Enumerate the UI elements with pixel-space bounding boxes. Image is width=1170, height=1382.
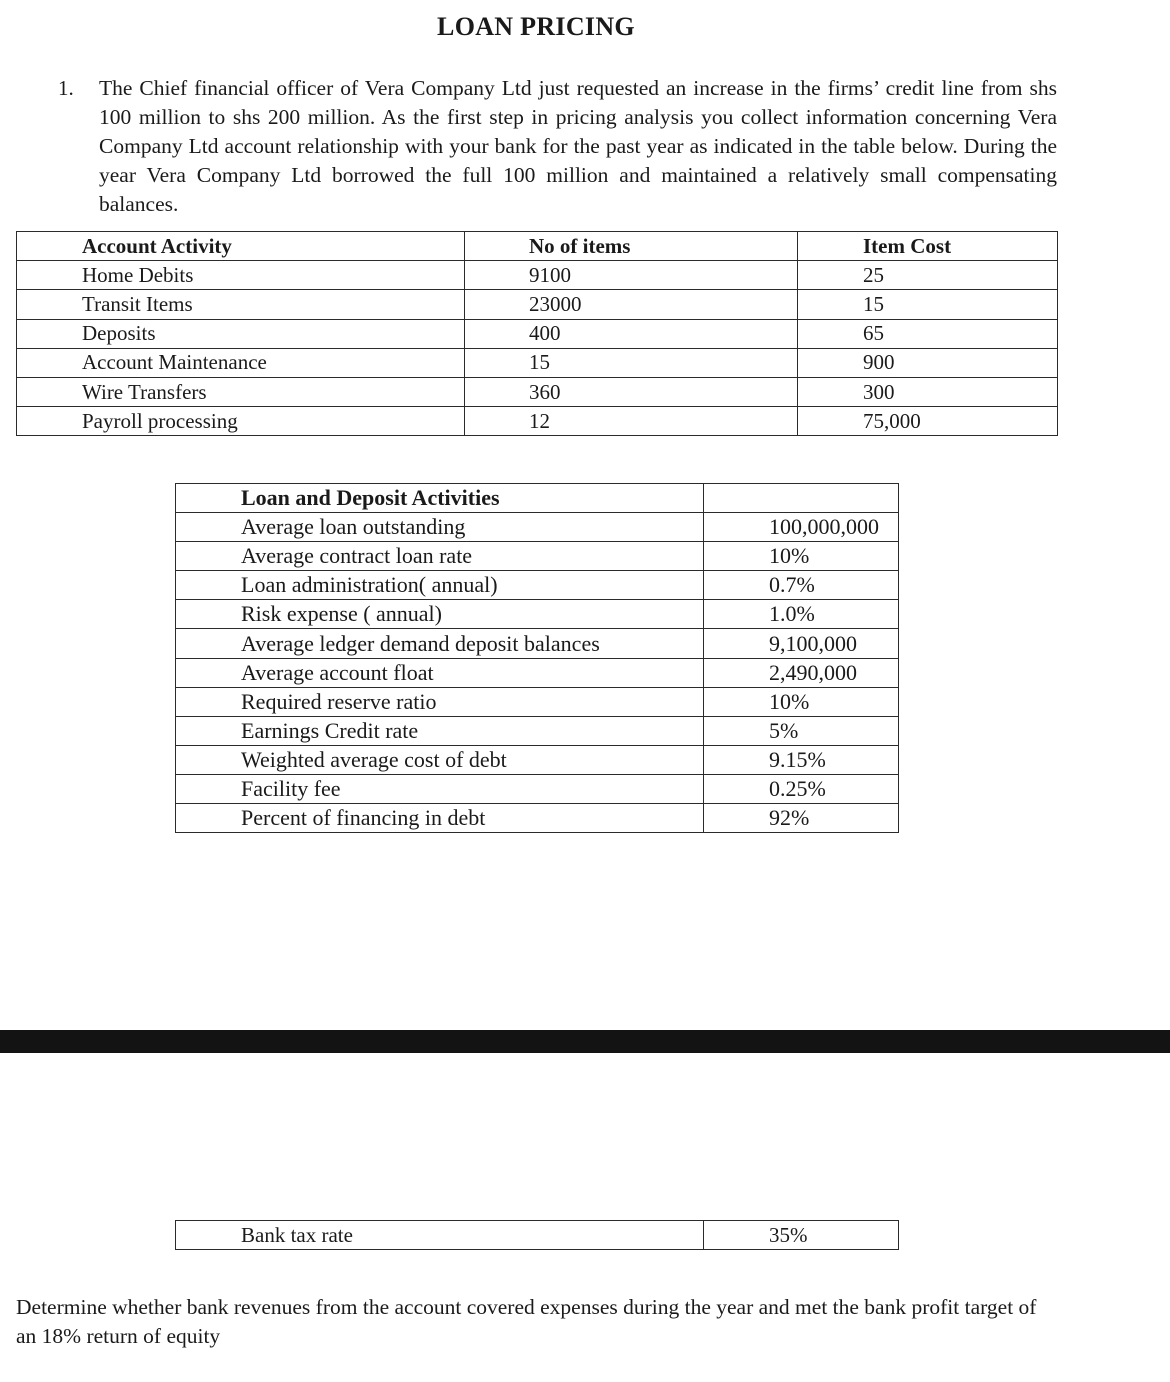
- cost-cell: 65: [798, 319, 1058, 348]
- table-row: [17, 261, 1058, 290]
- item-label: Weighted average cost of debt: [176, 745, 704, 774]
- table-row: [17, 319, 1058, 348]
- items-cell: 23000: [465, 290, 798, 319]
- table-row: [176, 745, 899, 774]
- table-row: [176, 804, 899, 833]
- tax-rate-label: Bank tax rate: [176, 1221, 704, 1250]
- activity-cell: Transit Items: [17, 290, 465, 319]
- item-value: 100,000,000: [704, 513, 899, 542]
- table-row: [176, 629, 899, 658]
- header-account-activity: Account Activity: [17, 232, 465, 261]
- cost-cell: 75,000: [798, 407, 1058, 436]
- item-value: 2,490,000: [704, 658, 899, 687]
- table-row: [176, 1221, 899, 1250]
- item-label: Required reserve ratio: [176, 687, 704, 716]
- cost-cell: 900: [798, 348, 1058, 377]
- question-text: The Chief financial officer of Vera Company Ltd just requested an increase in the firms’ credit line from shs 100 million to shs 200 million. As the first step in pricing analysis you collect information concerning Vera Company Ltd account relationship with your bank for the past year as indicated in the table below. During the year Vera Company Ltd borrowed the full 100 million and maintained a relatively small compensating balances.: [99, 76, 1057, 216]
- closing-question: Determine whether bank revenues from the account covered expenses during the year and met the bank profit target of an 18% return of equity: [16, 1295, 1037, 1348]
- item-label: Earnings Credit rate: [176, 716, 704, 745]
- page-title: LOAN PRICING: [437, 12, 635, 41]
- table-row: [17, 407, 1058, 436]
- table-row: [176, 658, 899, 687]
- table-row: [17, 348, 1058, 377]
- item-value: 0.25%: [704, 774, 899, 803]
- items-cell: 15: [465, 348, 798, 377]
- cost-cell: 25: [798, 261, 1058, 290]
- item-value: 10%: [704, 687, 899, 716]
- item-value: 92%: [704, 804, 899, 833]
- item-label: Average account float: [176, 658, 704, 687]
- items-cell: 9100: [465, 261, 798, 290]
- header-item-cost: Item Cost: [798, 232, 1058, 261]
- item-label: Average contract loan rate: [176, 542, 704, 571]
- table-row: [17, 290, 1058, 319]
- table-row: [176, 687, 899, 716]
- items-cell: 400: [465, 319, 798, 348]
- item-value: 10%: [704, 542, 899, 571]
- tax-rate-value: 35%: [704, 1221, 899, 1250]
- item-label: Risk expense ( annual): [176, 600, 704, 629]
- table-row: [176, 716, 899, 745]
- item-label: Average loan outstanding: [176, 513, 704, 542]
- item-value: 9,100,000: [704, 629, 899, 658]
- table-row: [176, 513, 899, 542]
- cost-cell: 15: [798, 290, 1058, 319]
- table-row: [17, 377, 1058, 406]
- activity-cell: Payroll processing: [17, 407, 465, 436]
- items-cell: 360: [465, 377, 798, 406]
- item-label: Average ledger demand deposit balances: [176, 629, 704, 658]
- header-loan-deposit-activities: Loan and Deposit Activities: [176, 484, 704, 513]
- account-activity-table: [16, 231, 1058, 436]
- table-header-row: [17, 232, 1058, 261]
- activity-cell: Account Maintenance: [17, 348, 465, 377]
- table-header-row: [176, 484, 899, 513]
- table-row: [176, 542, 899, 571]
- items-cell: 12: [465, 407, 798, 436]
- item-label: Percent of financing in debt: [176, 804, 704, 833]
- header-empty-cell: [704, 484, 899, 513]
- cost-cell: 300: [798, 377, 1058, 406]
- activity-cell: Deposits: [17, 319, 465, 348]
- item-value: 5%: [704, 716, 899, 745]
- table-row: [176, 774, 899, 803]
- item-label: Loan administration( annual): [176, 571, 704, 600]
- tax-rate-table: [175, 1220, 899, 1250]
- activity-cell: Home Debits: [17, 261, 465, 290]
- header-no-of-items: No of items: [465, 232, 798, 261]
- loan-deposit-table: [175, 483, 899, 833]
- item-value: 0.7%: [704, 571, 899, 600]
- activity-cell: Wire Transfers: [17, 377, 465, 406]
- item-label: Facility fee: [176, 774, 704, 803]
- item-value: 1.0%: [704, 600, 899, 629]
- redaction-bar: [0, 1030, 1170, 1053]
- table-row: [176, 600, 899, 629]
- question-number: 1.: [58, 76, 74, 100]
- table-row: [176, 571, 899, 600]
- item-value: 9.15%: [704, 745, 899, 774]
